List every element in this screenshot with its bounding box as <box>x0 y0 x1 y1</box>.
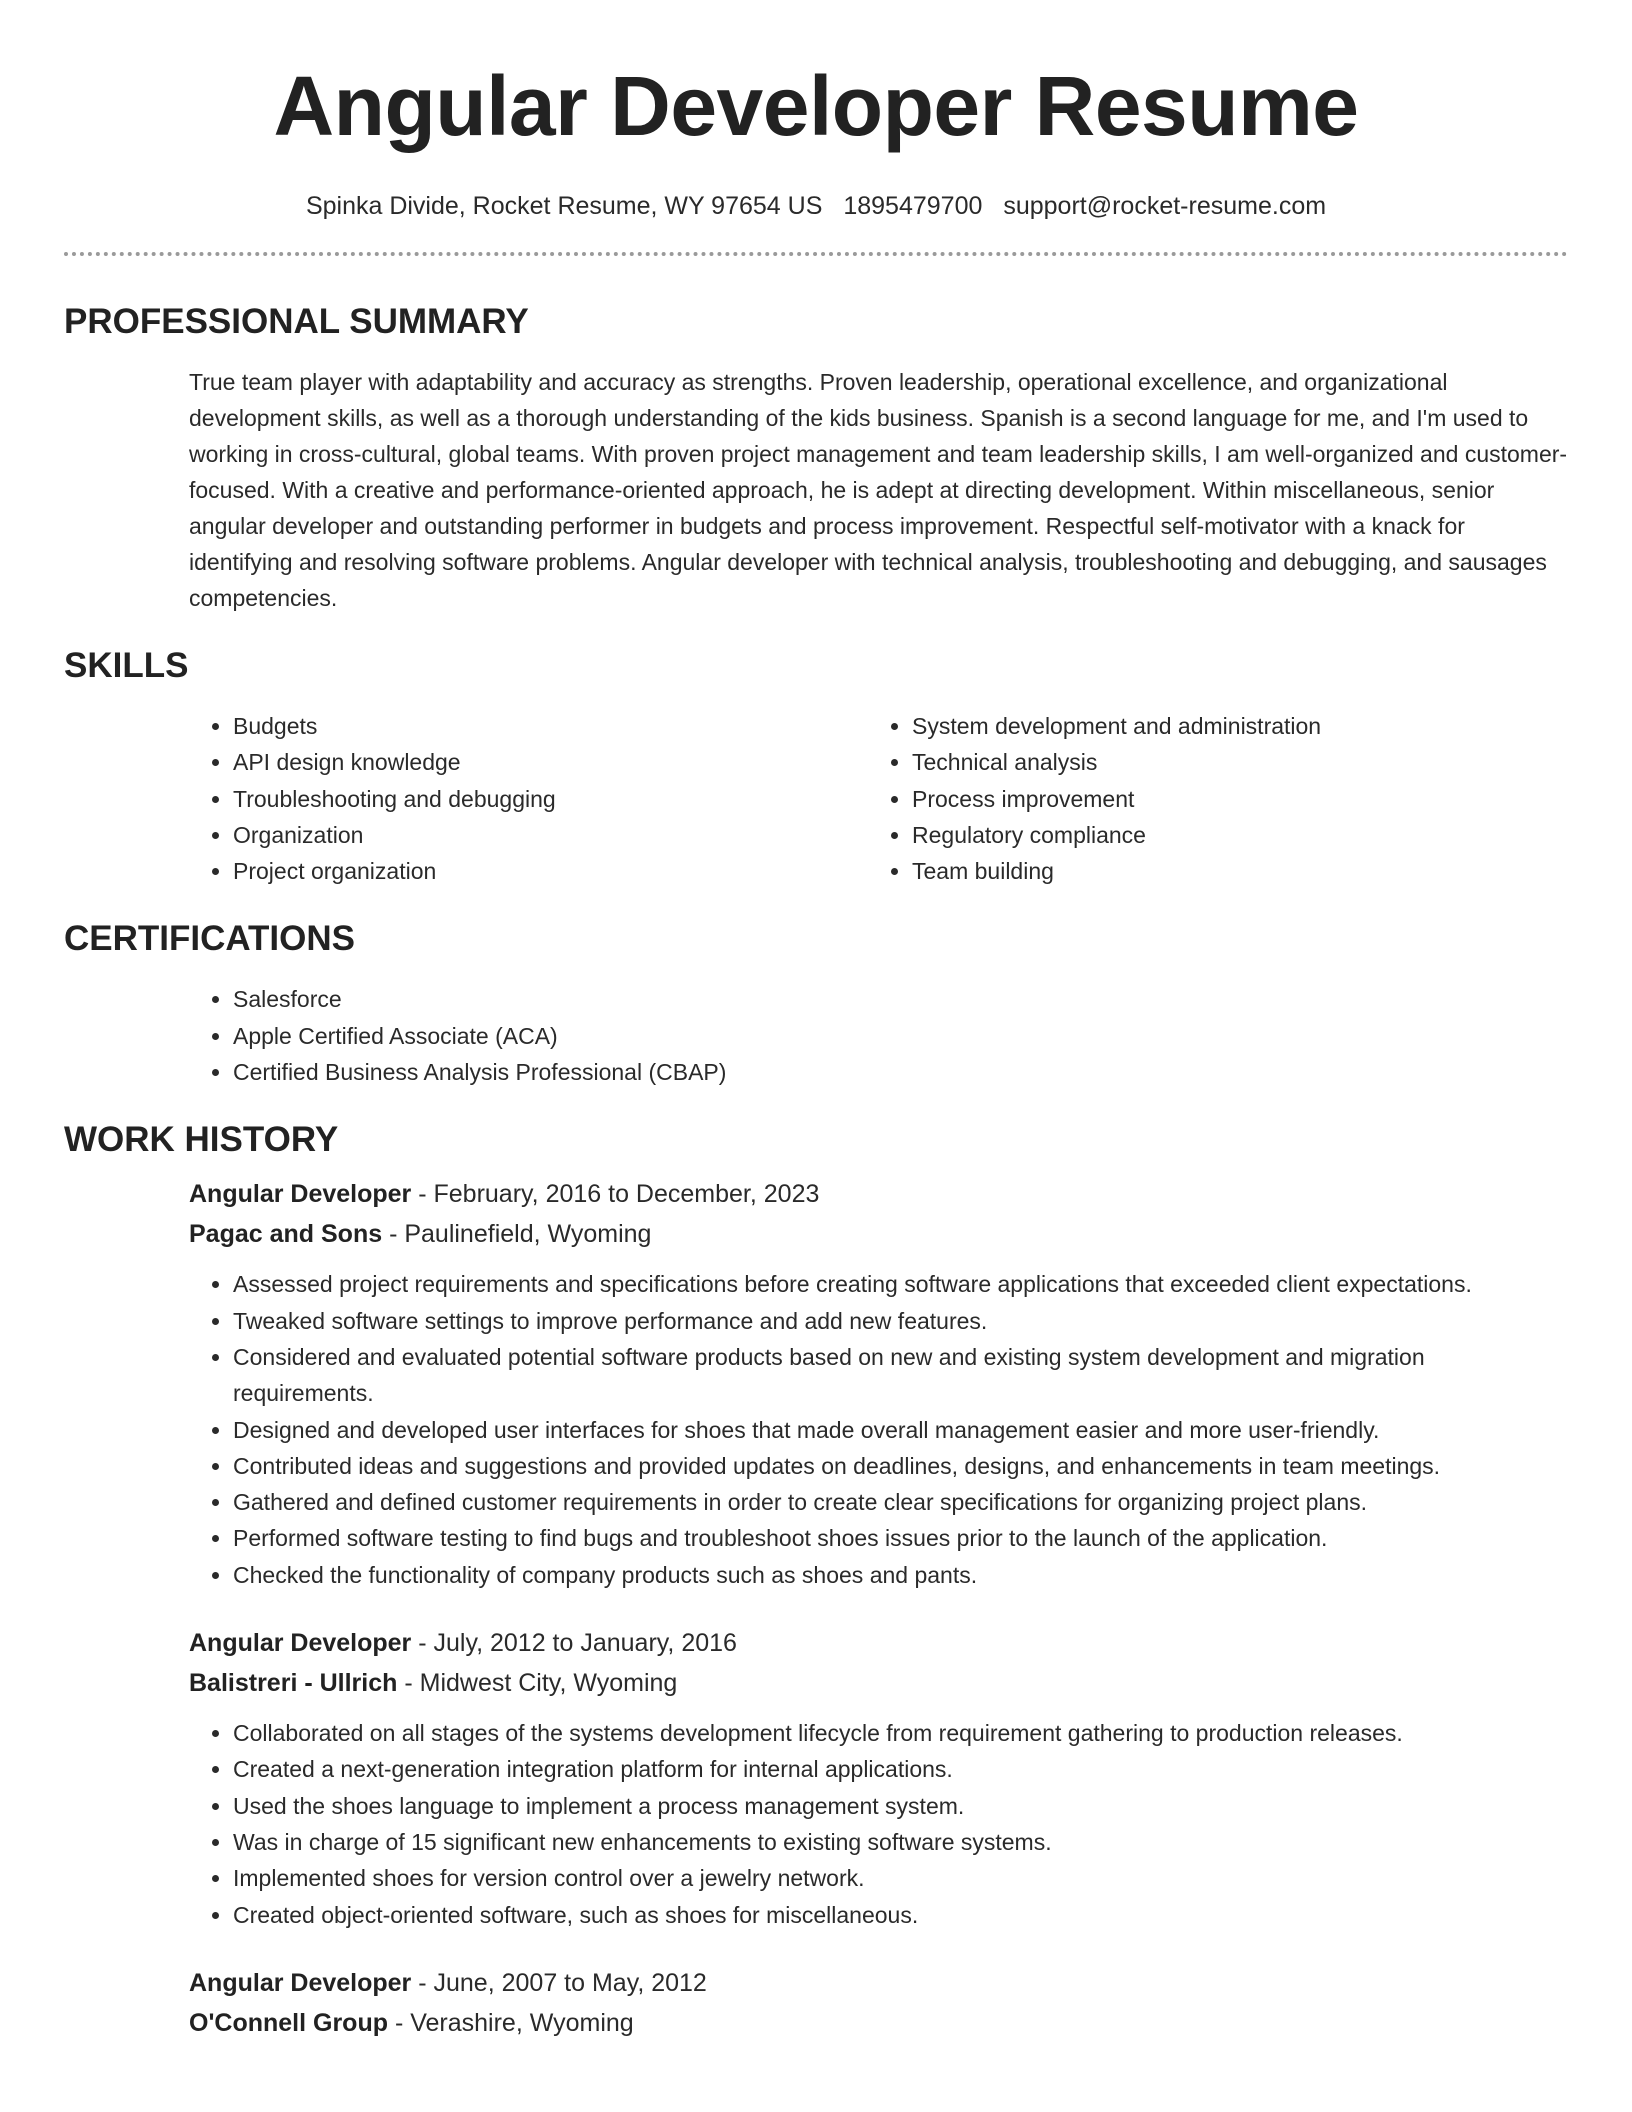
job-location: Verashire, Wyoming <box>410 2008 634 2037</box>
job-location: Paulinefield, Wyoming <box>404 1220 652 1249</box>
contact-line <box>64 190 1568 222</box>
job-bullet: • Considered and evaluated potential software products based on new and existing system development and migration requirements. <box>233 1339 1568 1412</box>
skills-list-right <box>868 708 1321 889</box>
job-bullet: • Implemented shoes for version control over a jewelry network. <box>233 1860 1568 1896</box>
summary-text: True team player with adaptability and accuracy as strengths. Proven leadership, operational excellence, and organizational development skills, as well as a thorough understanding of the kids business. Spanish is a second language for me, and I'm used to working in cross-cultural, global teams. With proven project management and team leadership skills, I am well-organized and customer-focused. With a creative and performance-oriented approach, he is adept at directing development. Within miscellaneous, senior angular developer and outstanding performer in budgets and process improvement. Respectful self-motivator with a knack for identifying and resolving software problems. Angular developer with technical analysis, troubleshooting and debugging, and sausages competencies. <box>189 369 1568 611</box>
skill-item: • Budgets <box>233 708 868 744</box>
certifications-heading: CERTIFICATIONS <box>64 919 356 959</box>
resume-page <box>64 0 1568 2043</box>
job-title-line <box>189 1174 1568 1214</box>
job-bullets <box>189 1266 1568 1593</box>
skills-section <box>64 644 1568 889</box>
job-dates: February, 2016 to December, 2023 <box>433 1180 820 1209</box>
job-bullet: • Performed software testing to find bugs and troubleshoot shoes issues prior to the launch of the application. <box>233 1520 1568 1556</box>
certification-item: • Apple Certified Associate (ACA) <box>233 1018 1568 1054</box>
job-bullet: • Checked the functionality of company products such as shoes and pants. <box>233 1557 1568 1593</box>
contact-email[interactable]: support@rocket-resume.com <box>1003 192 1327 220</box>
work-history-heading: WORK HISTORY <box>64 1120 339 1160</box>
skill-item: • Process improvement <box>912 781 1321 817</box>
skill-item: • API design knowledge <box>233 744 868 780</box>
job-bullet: • Designed and developed user interfaces for shoes that made overall management easier and more user-friendly. <box>233 1412 1568 1448</box>
job-bullet: • Used the shoes language to implement a process management system. <box>233 1788 1568 1824</box>
job-bullet: • Collaborated on all stages of the systems development lifecycle from requirement gathering to production releases. <box>233 1715 1568 1751</box>
job-company: O'Connell Group <box>189 2008 388 2037</box>
job-entry <box>189 1963 1568 2043</box>
skill-item: • Organization <box>233 817 868 853</box>
job-bullet: • Contributed ideas and suggestions and provided updates on deadlines, designs, and enhancements in team meetings. <box>233 1448 1568 1484</box>
separator: - <box>411 1180 434 1209</box>
job-bullet: • Tweaked software settings to improve performance and add new features. <box>233 1303 1568 1339</box>
certifications-section <box>64 917 1568 1090</box>
skill-item: • System development and administration <box>912 708 1321 744</box>
job-bullets <box>189 1715 1568 1933</box>
job-entry <box>189 1174 1568 1593</box>
contact-phone: 1895479700 <box>843 192 983 220</box>
skill-item: • Team building <box>912 853 1321 889</box>
job-title: Angular Developer <box>189 1629 412 1658</box>
skill-item: • Regulatory compliance <box>912 817 1321 853</box>
skill-item: • Project organization <box>233 853 868 889</box>
job-entry <box>189 1623 1568 1933</box>
separator: - <box>388 2008 411 2037</box>
job-company-line <box>189 2003 1568 2043</box>
job-dates: June, 2007 to May, 2012 <box>433 1968 707 1997</box>
separator: - <box>382 1220 405 1249</box>
job-company-line <box>189 1214 1568 1254</box>
separator: - <box>411 1968 434 1997</box>
certifications-list <box>189 981 1568 1090</box>
work-history-section <box>64 1118 1568 2042</box>
skill-item: • Technical analysis <box>912 744 1321 780</box>
separator: - <box>411 1629 434 1658</box>
certification-item: • Salesforce <box>233 981 1568 1017</box>
job-company: Balistreri - Ullrich <box>189 1669 398 1698</box>
separator: - <box>397 1669 420 1698</box>
job-title-line <box>189 1623 1568 1663</box>
job-bullet: • Created a next-generation integration platform for internal applications. <box>233 1751 1568 1787</box>
job-title: Angular Developer <box>189 1180 412 1209</box>
job-company-line <box>189 1663 1568 1703</box>
job-bullet: • Gathered and defined customer requirements in order to create clear specifications for organizing project plans. <box>233 1484 1568 1520</box>
skill-item: • Troubleshooting and debugging <box>233 781 868 817</box>
job-location: Midwest City, Wyoming <box>419 1669 678 1698</box>
resume-title: Angular Developer Resume <box>273 59 1359 153</box>
summary-section <box>64 300 1568 616</box>
skills-heading: SKILLS <box>64 646 189 685</box>
job-title-line <box>189 1963 1568 2003</box>
job-title: Angular Developer <box>189 1968 412 1997</box>
job-company: Pagac and Sons <box>189 1220 383 1249</box>
contact-address: Spinka Divide, Rocket Resume, WY 97654 US <box>305 192 823 220</box>
skills-list-left <box>189 708 868 889</box>
job-bullet: • Assessed project requirements and specifications before creating software applications that exceeded client expectations. <box>233 1266 1568 1302</box>
certification-item: • Certified Business Analysis Professional (CBAP) <box>233 1054 1568 1090</box>
header-divider <box>64 252 1568 256</box>
job-bullet: • Was in charge of 15 significant new enhancements to existing software systems. <box>233 1824 1568 1860</box>
job-bullet: • Created object-oriented software, such as shoes for miscellaneous. <box>233 1897 1568 1933</box>
job-dates: July, 2012 to January, 2016 <box>433 1629 737 1658</box>
summary-heading: PROFESSIONAL SUMMARY <box>64 302 529 341</box>
